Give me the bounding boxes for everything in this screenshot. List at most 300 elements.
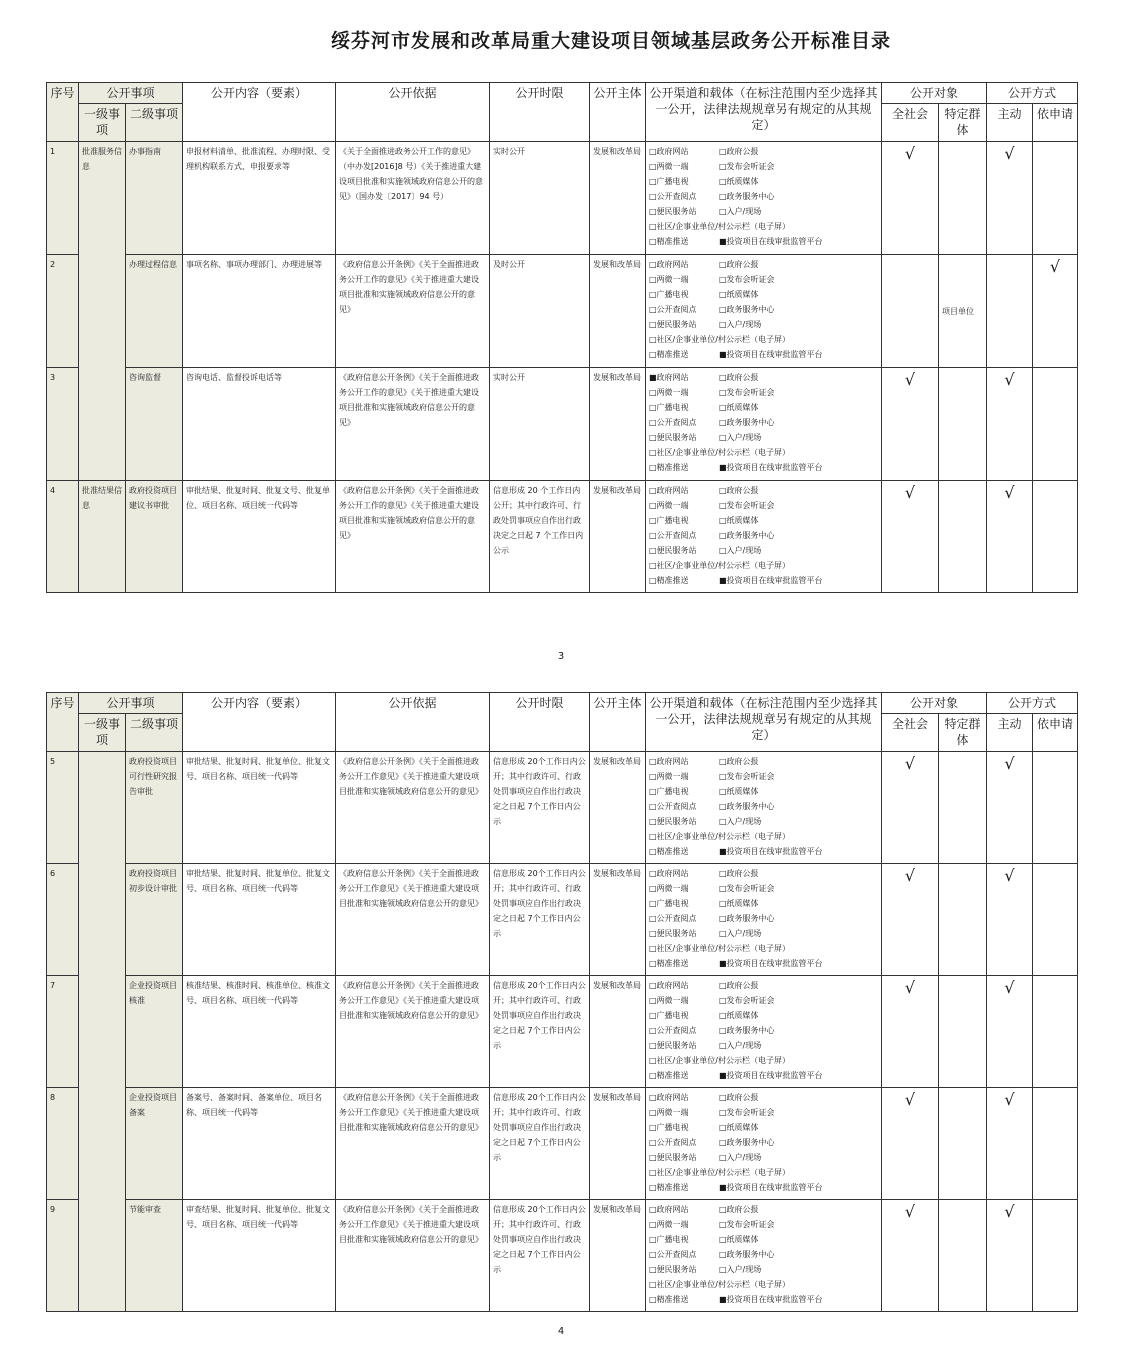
channel-option: □广播电视 bbox=[649, 787, 689, 796]
channel-option: □政府网站 bbox=[649, 757, 689, 766]
channel-option: □两微一端 bbox=[649, 1220, 689, 1229]
channel-line bbox=[649, 332, 878, 347]
channel-option: □政府网站 bbox=[649, 260, 689, 269]
row-mode-active: √ bbox=[987, 752, 1033, 864]
disclosure-table-page-4 bbox=[46, 692, 1078, 1312]
channel-option: □政府网站 bbox=[649, 1093, 689, 1102]
row-time: 及时公开 bbox=[490, 255, 590, 368]
row-time: 实时公开 bbox=[490, 142, 590, 255]
row-basis: 《政府信息公开条例》《关于全面推进政务公开工作的意见》《关于推进重大建设项目批准和实施领域政府信息公开的意见》 bbox=[336, 481, 490, 593]
channel-list bbox=[649, 483, 878, 588]
channel-line bbox=[649, 844, 878, 859]
row-basis: 《关于全面推进政务公开工作的意见》（中办发[2016]8 号）《关于推进重大建设项目批准和实施领域政府信息公开的意见》（国办发〔2017〕94 号） bbox=[336, 142, 490, 255]
channel-option: □两微一端 bbox=[649, 884, 689, 893]
channel-line bbox=[649, 370, 878, 385]
header-mode-request: 依申请 bbox=[1033, 104, 1078, 142]
channel-option: □政务服务中心 bbox=[719, 1250, 775, 1259]
row-seq: 3 bbox=[47, 368, 79, 481]
row-channels bbox=[646, 255, 882, 368]
channel-option: □政府网站 bbox=[649, 869, 689, 878]
channel-line bbox=[649, 1008, 878, 1023]
header-channel: 公开渠道和载体（在标注范围内至少选择其一公开，法律法规规章另有规定的从其规定） bbox=[646, 83, 882, 142]
row-level2: 政府投资项目初步设计审批 bbox=[126, 864, 183, 976]
channel-option: □入户/现场 bbox=[719, 929, 762, 938]
row-mode-active bbox=[987, 255, 1033, 368]
channel-line bbox=[649, 400, 878, 415]
channel-line bbox=[649, 814, 878, 829]
channel-line bbox=[649, 144, 878, 159]
channel-option: □纸质媒体 bbox=[719, 1123, 759, 1132]
channel-option: □广播电视 bbox=[649, 516, 689, 525]
table-row bbox=[47, 752, 1078, 864]
channel-line bbox=[649, 799, 878, 814]
row-mode-active: √ bbox=[987, 481, 1033, 593]
channel-option: □发布会听证会 bbox=[719, 501, 775, 510]
header-basis: 公开依据 bbox=[336, 83, 490, 142]
channel-option: ■投资项目在线审批监管平台 bbox=[719, 350, 823, 359]
channel-option: □社区/企事业单位/村公示栏（电子屏） bbox=[649, 944, 790, 953]
header-time: 公开时限 bbox=[490, 693, 590, 752]
channel-option: □纸质媒体 bbox=[719, 290, 759, 299]
channel-option: □社区/企事业单位/村公示栏（电子屏） bbox=[649, 1280, 790, 1289]
channel-option: ■投资项目在线审批监管平台 bbox=[719, 463, 823, 472]
channel-option: ■投资项目在线审批监管平台 bbox=[719, 576, 823, 585]
table-row bbox=[47, 1200, 1078, 1312]
row-subject: 发展和改革局 bbox=[590, 255, 646, 368]
channel-list bbox=[649, 754, 878, 859]
row-channels bbox=[646, 1088, 882, 1200]
header-target: 公开对象 bbox=[882, 693, 987, 714]
channel-option: □精准推送 bbox=[649, 1295, 689, 1304]
channel-line bbox=[649, 754, 878, 769]
channel-line bbox=[649, 1247, 878, 1262]
channel-line bbox=[649, 483, 878, 498]
channel-option: □发布会听证会 bbox=[719, 388, 775, 397]
channel-line bbox=[649, 1165, 878, 1180]
row-content: 审批结果、批复时间、批复单位、批复文号、项目名称、项目统一代码等 bbox=[183, 752, 336, 864]
channel-option: □纸质媒体 bbox=[719, 787, 759, 796]
row-channels bbox=[646, 1200, 882, 1312]
row-level1: 批准结果信息 bbox=[79, 481, 126, 593]
channel-option: □广播电视 bbox=[649, 899, 689, 908]
channel-list bbox=[649, 257, 878, 362]
row-mode-active: √ bbox=[987, 1200, 1033, 1312]
row-level2: 节能审查 bbox=[126, 1200, 183, 1312]
row-target-specific bbox=[939, 481, 987, 593]
row-content: 审批结果、批复时间、批复文号、批复单位、项目名称、项目统一代码等 bbox=[183, 481, 336, 593]
channel-option: □纸质媒体 bbox=[719, 899, 759, 908]
row-seq: 2 bbox=[47, 255, 79, 368]
row-level2: 办理过程信息 bbox=[126, 255, 183, 368]
header-level1: 一级事项 bbox=[79, 104, 126, 142]
channel-line bbox=[649, 1038, 878, 1053]
row-basis: 《政府信息公开条例》《关于全面推进政务公开工作意见》《关于推进重大建设项目批准和实施领域政府信息公开的意见》 bbox=[336, 976, 490, 1088]
row-mode-request bbox=[1033, 976, 1078, 1088]
header-items: 公开事项 bbox=[79, 83, 183, 104]
row-level2: 办事指南 bbox=[126, 142, 183, 255]
row-seq: 9 bbox=[47, 1200, 79, 1312]
header-target-specific: 特定群体 bbox=[939, 104, 987, 142]
row-target-specific bbox=[939, 1088, 987, 1200]
row-target-all: √ bbox=[882, 1088, 939, 1200]
row-level2: 政府投资项目建议书审批 bbox=[126, 481, 183, 593]
channel-line bbox=[649, 1120, 878, 1135]
channel-option: □社区/企事业单位/村公示栏（电子屏） bbox=[649, 561, 790, 570]
channel-option: □两微一端 bbox=[649, 996, 689, 1005]
channel-option: ■投资项目在线审批监管平台 bbox=[719, 1295, 823, 1304]
row-time: 实时公开 bbox=[490, 368, 590, 481]
row-mode-request: √ bbox=[1033, 255, 1078, 368]
row-seq: 7 bbox=[47, 976, 79, 1088]
channel-option: □政府网站 bbox=[649, 486, 689, 495]
channel-line bbox=[649, 1292, 878, 1307]
channel-option: □公开查阅点 bbox=[649, 1138, 697, 1147]
row-basis: 《政府信息公开条例》《关于全面推进政务公开工作意见》《关于推进重大建设项目批准和实施领域政府信息公开的意见》 bbox=[336, 864, 490, 976]
row-channels bbox=[646, 481, 882, 593]
row-level1 bbox=[79, 752, 126, 1312]
row-mode-request bbox=[1033, 368, 1078, 481]
channel-option: □两微一端 bbox=[649, 275, 689, 284]
channel-option: □发布会听证会 bbox=[719, 996, 775, 1005]
channel-option: □广播电视 bbox=[649, 1123, 689, 1132]
row-basis: 《政府信息公开条例》《关于全面推进政务公开工作意见》《关于推进重大建设项目批准和实施领域政府信息公开的意见》 bbox=[336, 752, 490, 864]
header-level1: 一级事项 bbox=[79, 714, 126, 752]
channel-line bbox=[649, 460, 878, 475]
channel-option: □精准推送 bbox=[649, 959, 689, 968]
channel-line bbox=[649, 1105, 878, 1120]
channel-line bbox=[649, 1180, 878, 1195]
channel-line bbox=[649, 1068, 878, 1083]
row-seq: 5 bbox=[47, 752, 79, 864]
channel-option: □入户/现场 bbox=[719, 1153, 762, 1162]
row-target-specific bbox=[939, 976, 987, 1088]
channel-option: □社区/企事业单位/村公示栏（电子屏） bbox=[649, 1168, 790, 1177]
row-subject: 发展和改革局 bbox=[590, 752, 646, 864]
channel-option: □政务服务中心 bbox=[719, 802, 775, 811]
row-time: 信息形成 20个工作日内公开；其中行政许可、行政处罚事项应自作出行政决定之日起 7个工作日内公示 bbox=[490, 752, 590, 864]
row-channels bbox=[646, 864, 882, 976]
channel-line bbox=[649, 513, 878, 528]
row-target-all: √ bbox=[882, 976, 939, 1088]
row-basis: 《政府信息公开条例》《关于全面推进政务公开工作意见》《关于推进重大建设项目批准和实施领域政府信息公开的意见》 bbox=[336, 1088, 490, 1200]
channel-option: □入户/现场 bbox=[719, 1265, 762, 1274]
channel-line bbox=[649, 769, 878, 784]
table-row bbox=[47, 1088, 1078, 1200]
row-content: 审查结果、批复时间、批复单位、批复文号、项目名称、项目统一代码等 bbox=[183, 1200, 336, 1312]
channel-line bbox=[649, 272, 878, 287]
header-level2: 二级事项 bbox=[126, 104, 183, 142]
channel-option: □精准推送 bbox=[649, 237, 689, 246]
channel-line bbox=[649, 347, 878, 362]
row-content: 事项名称、事项办理部门、办理进展等 bbox=[183, 255, 336, 368]
row-target-specific bbox=[939, 752, 987, 864]
row-content: 审批结果、批复时间、批复单位、批复文号、项目名称、项目统一代码等 bbox=[183, 864, 336, 976]
channel-line bbox=[649, 558, 878, 573]
channel-line bbox=[649, 573, 878, 588]
channel-option: □政府网站 bbox=[649, 147, 689, 156]
channel-line bbox=[649, 257, 878, 272]
channel-option: □政府公报 bbox=[719, 486, 759, 495]
channel-option: □便民服务站 bbox=[649, 433, 697, 442]
header-channel: 公开渠道和载体（在标注范围内至少选择其一公开，法律法规规章另有规定的从其规定） bbox=[646, 693, 882, 752]
channel-option: □两微一端 bbox=[649, 501, 689, 510]
header-subject: 公开主体 bbox=[590, 693, 646, 752]
page-number: 4 bbox=[557, 1326, 565, 1337]
channel-option: □广播电视 bbox=[649, 177, 689, 186]
header-mode: 公开方式 bbox=[987, 693, 1078, 714]
channel-option: □政务服务中心 bbox=[719, 418, 775, 427]
channel-line bbox=[649, 219, 878, 234]
channel-option: □社区/企事业单位/村公示栏（电子屏） bbox=[649, 222, 790, 231]
channel-option: □入户/现场 bbox=[719, 320, 762, 329]
channel-option: □发布会听证会 bbox=[719, 772, 775, 781]
channel-line bbox=[649, 234, 878, 249]
channel-option: □精准推送 bbox=[649, 1183, 689, 1192]
row-subject: 发展和改革局 bbox=[590, 142, 646, 255]
channel-option: □纸质媒体 bbox=[719, 177, 759, 186]
channel-option: □政府网站 bbox=[649, 981, 689, 990]
channel-line bbox=[649, 204, 878, 219]
channel-line bbox=[649, 189, 878, 204]
channel-option: □社区/企事业单位/村公示栏（电子屏） bbox=[649, 448, 790, 457]
channel-option: □精准推送 bbox=[649, 463, 689, 472]
channel-line bbox=[649, 498, 878, 513]
table-row bbox=[47, 864, 1078, 976]
channel-line bbox=[649, 317, 878, 332]
channel-option: □政府公报 bbox=[719, 1205, 759, 1214]
channel-option: □政府公报 bbox=[719, 373, 759, 382]
row-basis: 《政府信息公开条例》《关于全面推进政务公开工作意见》《关于推进重大建设项目批准和实施领域政府信息公开的意见》 bbox=[336, 1200, 490, 1312]
channel-line bbox=[649, 896, 878, 911]
channel-option: ■投资项目在线审批监管平台 bbox=[719, 237, 823, 246]
channel-line bbox=[649, 1202, 878, 1217]
channel-line bbox=[649, 866, 878, 881]
channel-list bbox=[649, 978, 878, 1083]
document-title: 绥芬河市发展和改革局重大建设项目领域基层政务公开标准目录 bbox=[330, 30, 891, 52]
header-target-all: 全社会 bbox=[882, 104, 939, 142]
channel-option: □便民服务站 bbox=[649, 929, 697, 938]
channel-line bbox=[649, 385, 878, 400]
channel-option: □政务服务中心 bbox=[719, 1026, 775, 1035]
channel-list bbox=[649, 144, 878, 249]
channel-option: □入户/现场 bbox=[719, 207, 762, 216]
row-subject: 发展和改革局 bbox=[590, 1088, 646, 1200]
channel-option: □精准推送 bbox=[649, 847, 689, 856]
channel-option: □社区/企事业单位/村公示栏（电子屏） bbox=[649, 832, 790, 841]
channel-option: ■政府网站 bbox=[649, 373, 689, 382]
row-time: 信息形成 20个工作日内公开；其中行政许可、行政处罚事项应自作出行政决定之日起 7个工作日内公示 bbox=[490, 1088, 590, 1200]
channel-option: □公开查阅点 bbox=[649, 418, 697, 427]
row-target-all: √ bbox=[882, 368, 939, 481]
channel-option: □两微一端 bbox=[649, 388, 689, 397]
row-target-specific bbox=[939, 142, 987, 255]
channel-option: □广播电视 bbox=[649, 1011, 689, 1020]
channel-option: □政府公报 bbox=[719, 869, 759, 878]
disclosure-table-page-3 bbox=[46, 82, 1078, 593]
channel-option: □广播电视 bbox=[649, 290, 689, 299]
row-channels bbox=[646, 142, 882, 255]
channel-line bbox=[649, 1262, 878, 1277]
channel-option: □社区/企事业单位/村公示栏（电子屏） bbox=[649, 1056, 790, 1065]
header-target-specific: 特定群体 bbox=[939, 714, 987, 752]
header-seq: 序号 bbox=[47, 693, 79, 752]
row-subject: 发展和改革局 bbox=[590, 976, 646, 1088]
channel-option: □发布会听证会 bbox=[719, 275, 775, 284]
row-target-all: √ bbox=[882, 752, 939, 864]
table-row bbox=[47, 481, 1078, 593]
channel-option: □政府公报 bbox=[719, 1093, 759, 1102]
row-level2: 咨询监督 bbox=[126, 368, 183, 481]
channel-option: □政府公报 bbox=[719, 981, 759, 990]
row-target-all: √ bbox=[882, 1200, 939, 1312]
row-time: 信息形成 20个工作日内公开；其中行政许可、行政处罚事项应自作出行政决定之日起 7个工作日内公示 bbox=[490, 864, 590, 976]
channel-line bbox=[649, 445, 878, 460]
row-mode-request bbox=[1033, 1088, 1078, 1200]
channel-line bbox=[649, 993, 878, 1008]
channel-option: □两微一端 bbox=[649, 772, 689, 781]
channel-option: □政府公报 bbox=[719, 260, 759, 269]
row-seq: 6 bbox=[47, 864, 79, 976]
row-mode-active: √ bbox=[987, 976, 1033, 1088]
channel-option: □政务服务中心 bbox=[719, 1138, 775, 1147]
row-time: 信息形成 20个工作日内公开；其中行政许可、行政处罚事项应自作出行政决定之日起 7个工作日内公示 bbox=[490, 1200, 590, 1312]
header-level2: 二级事项 bbox=[126, 714, 183, 752]
row-mode-request bbox=[1033, 1200, 1078, 1312]
channel-option: □广播电视 bbox=[649, 1235, 689, 1244]
channel-option: □精准推送 bbox=[649, 576, 689, 585]
channel-option: □便民服务站 bbox=[649, 1041, 697, 1050]
channel-line bbox=[649, 287, 878, 302]
channel-option: □入户/现场 bbox=[719, 433, 762, 442]
channel-option: □入户/现场 bbox=[719, 546, 762, 555]
channel-line bbox=[649, 926, 878, 941]
table-row bbox=[47, 255, 1078, 368]
row-target-specific: 项目单位 bbox=[939, 255, 987, 368]
channel-option: □广播电视 bbox=[649, 403, 689, 412]
channel-option: □纸质媒体 bbox=[719, 403, 759, 412]
channel-option: □政务服务中心 bbox=[719, 914, 775, 923]
row-target-specific bbox=[939, 864, 987, 976]
row-level2: 企业投资项目备案 bbox=[126, 1088, 183, 1200]
row-time: 信息形成 20 个工作日内公开；其中行政许可、行政处罚事项应自作出行政决定之日起 7 个工作日内公示 bbox=[490, 481, 590, 593]
channel-option: □公开查阅点 bbox=[649, 305, 697, 314]
row-level2: 企业投资项目核准 bbox=[126, 976, 183, 1088]
header-target: 公开对象 bbox=[882, 83, 987, 104]
channel-line bbox=[649, 1150, 878, 1165]
channel-line bbox=[649, 1217, 878, 1232]
row-target-all: √ bbox=[882, 142, 939, 255]
row-mode-active: √ bbox=[987, 864, 1033, 976]
channel-option: □纸质媒体 bbox=[719, 516, 759, 525]
channel-option: □精准推送 bbox=[649, 350, 689, 359]
channel-option: □政府网站 bbox=[649, 1205, 689, 1214]
table-row bbox=[47, 368, 1078, 481]
channel-list bbox=[649, 866, 878, 971]
row-level1: 批准服务信息 bbox=[79, 142, 126, 481]
channel-option: □两微一端 bbox=[649, 1108, 689, 1117]
row-target-all: √ bbox=[882, 481, 939, 593]
channel-option: □政务服务中心 bbox=[719, 305, 775, 314]
row-basis: 《政府信息公开条例》《关于全面推进政务公开工作的意见》《关于推进重大建设项目批准和实施领域政府信息公开的意见》 bbox=[336, 255, 490, 368]
channel-line bbox=[649, 302, 878, 317]
header-items: 公开事项 bbox=[79, 693, 183, 714]
channel-option: □公开查阅点 bbox=[649, 1026, 697, 1035]
channel-list bbox=[649, 1202, 878, 1307]
channel-option: □公开查阅点 bbox=[649, 802, 697, 811]
channel-option: □入户/现场 bbox=[719, 817, 762, 826]
channel-option: ■投资项目在线审批监管平台 bbox=[719, 847, 823, 856]
page-number: 3 bbox=[557, 651, 565, 662]
channel-option: □公开查阅点 bbox=[649, 1250, 697, 1259]
channel-option: □公开查阅点 bbox=[649, 192, 697, 201]
channel-line bbox=[649, 1232, 878, 1247]
row-mode-active: √ bbox=[987, 142, 1033, 255]
channel-line bbox=[649, 1053, 878, 1068]
channel-option: □政府公报 bbox=[719, 757, 759, 766]
header-content: 公开内容（要素） bbox=[183, 83, 336, 142]
channel-option: □政府公报 bbox=[719, 147, 759, 156]
channel-line bbox=[649, 1090, 878, 1105]
channel-option: □便民服务站 bbox=[649, 546, 697, 555]
channel-line bbox=[649, 1023, 878, 1038]
channel-option: ■投资项目在线审批监管平台 bbox=[719, 1183, 823, 1192]
channel-line bbox=[649, 159, 878, 174]
channel-option: □社区/企事业单位/村公示栏（电子屏） bbox=[649, 335, 790, 344]
row-content: 核准结果、核准时间、核准单位、核准文号、项目名称、项目统一代码等 bbox=[183, 976, 336, 1088]
row-subject: 发展和改革局 bbox=[590, 864, 646, 976]
row-channels bbox=[646, 976, 882, 1088]
channel-line bbox=[649, 956, 878, 971]
channel-option: □便民服务站 bbox=[649, 320, 697, 329]
row-seq: 1 bbox=[47, 142, 79, 255]
row-seq: 8 bbox=[47, 1088, 79, 1200]
channel-option: □便民服务站 bbox=[649, 1265, 697, 1274]
channel-list bbox=[649, 370, 878, 475]
channel-line bbox=[649, 911, 878, 926]
header-seq: 序号 bbox=[47, 83, 79, 142]
channel-line bbox=[649, 174, 878, 189]
channel-line bbox=[649, 1277, 878, 1292]
header-time: 公开时限 bbox=[490, 83, 590, 142]
channel-option: □公开查阅点 bbox=[649, 914, 697, 923]
row-mode-active: √ bbox=[987, 1088, 1033, 1200]
row-channels bbox=[646, 752, 882, 864]
header-mode-active: 主动 bbox=[987, 104, 1033, 142]
row-mode-request bbox=[1033, 752, 1078, 864]
row-content: 备案号、备案时间、备案单位、项目名称、项目统一代码等 bbox=[183, 1088, 336, 1200]
row-subject: 发展和改革局 bbox=[590, 1200, 646, 1312]
row-mode-active: √ bbox=[987, 368, 1033, 481]
channel-line bbox=[649, 881, 878, 896]
row-level2: 政府投资项目可行性研究报告审批 bbox=[126, 752, 183, 864]
channel-option: ■投资项目在线审批监管平台 bbox=[719, 1071, 823, 1080]
row-target-specific bbox=[939, 1200, 987, 1312]
table-row bbox=[47, 142, 1078, 255]
table-row bbox=[47, 976, 1078, 1088]
channel-line bbox=[649, 829, 878, 844]
row-target-all bbox=[882, 255, 939, 368]
row-basis: 《政府信息公开条例》《关于全面推进政务公开工作的意见》《关于推进重大建设项目批准和实施领域政府信息公开的意见》 bbox=[336, 368, 490, 481]
channel-line bbox=[649, 978, 878, 993]
row-mode-request bbox=[1033, 142, 1078, 255]
header-target-all: 全社会 bbox=[882, 714, 939, 752]
channel-option: □政务服务中心 bbox=[719, 192, 775, 201]
channel-line bbox=[649, 784, 878, 799]
row-mode-request bbox=[1033, 864, 1078, 976]
row-channels bbox=[646, 368, 882, 481]
channel-option: □便民服务站 bbox=[649, 1153, 697, 1162]
channel-option: □纸质媒体 bbox=[719, 1011, 759, 1020]
